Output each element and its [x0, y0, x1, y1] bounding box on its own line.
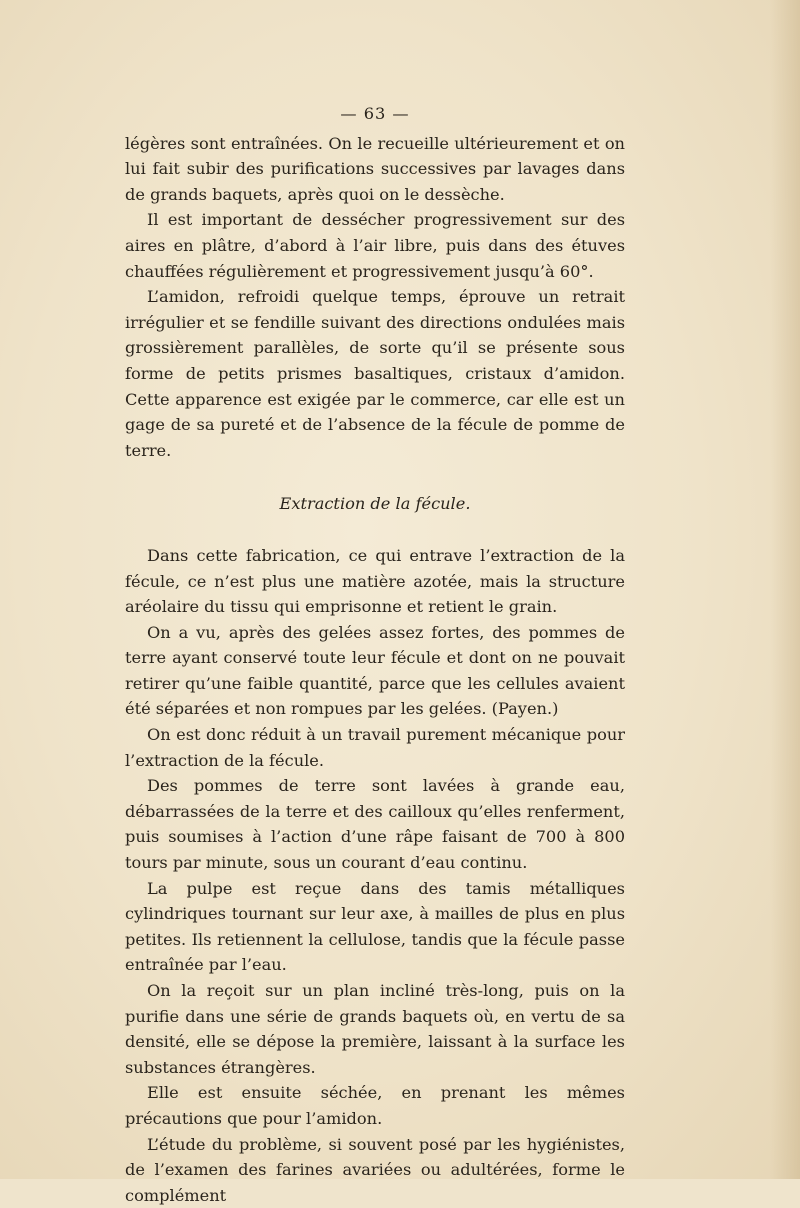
page-edge-shadow	[770, 0, 800, 1179]
paragraph: L’amidon, refroidi quelque temps, éprouve un retrait irrégulier et se fendille suivant des directions ondulées mais grossièrement parallèles, de sorte qu’il se présente sous forme de petits prismes basaltiques, cristaux d’amidon. Cette apparence est exigée par le commerce, car elle est un gage de sa pureté et de l’absence de la fécule de pomme de terre.	[125, 287, 625, 460]
paragraph: La pulpe est reçue dans des tamis métalliques cylindriques tournant sur leur axe, à mailles de plus en plus petites. Ils retiennent la cellulose, tandis que la fécule passe entraînée par l’eau.	[125, 878, 625, 975]
paragraph: légères sont entraînées. On le recueille ultérieurement et on lui fait subir des purifications successives par lavages dans de grands baquets, après quoi on le dessèche.	[125, 133, 625, 204]
paragraph: On est donc réduit à un travail purement mécanique pour l’extraction de la fécule.	[125, 725, 625, 770]
section-heading: Extraction de la fécule.	[279, 494, 471, 514]
paragraph: L’étude du problème, si souvent posé par les hygiénistes, de l’examen des farines avariées ou adultérées, forme le complément	[125, 1134, 625, 1205]
paragraph: On a vu, après des gelées assez fortes, des pommes de terre ayant conservé toute leur fécule et dont on ne pouvait retirer qu’une faible quantité, parce que les cellules avaient été séparées et non rompues par les gelées. (Payen.)	[125, 622, 625, 719]
paragraph: Elle est ensuite séchée, en prenant les mêmes précautions que pour l’amidon.	[125, 1083, 625, 1128]
text-block	[125, 101, 625, 1208]
paragraph: Des pommes de terre sont lavées à grande eau, débarrassées de la terre et des cailloux qu’elles renferment, puis soumises à l’action d’une râpe faisant de 700 à 800 tours par minute, sous un courant d’eau continu.	[125, 776, 625, 873]
paragraph: On la reçoit sur un plan incliné très-long, puis on la purifie dans une série de grands baquets où, en vertu de sa densité, elle se dépose la première, laissant à la surface les substances étrangères.	[125, 981, 625, 1077]
page-number: — 63 —	[340, 104, 410, 123]
paragraph: Dans cette fabrication, ce qui entrave l’extraction de la fécule, ce n’est plus une matière azotée, mais la structure aréolaire du tissu qui emprisonne et retient le grain.	[125, 545, 625, 617]
paragraph: Il est important de dessécher progressivement sur des aires en plâtre, d’abord à l’air libre, puis dans des étuves chauffées régulièrement et progressivement jusqu’à 60°.	[125, 210, 625, 281]
